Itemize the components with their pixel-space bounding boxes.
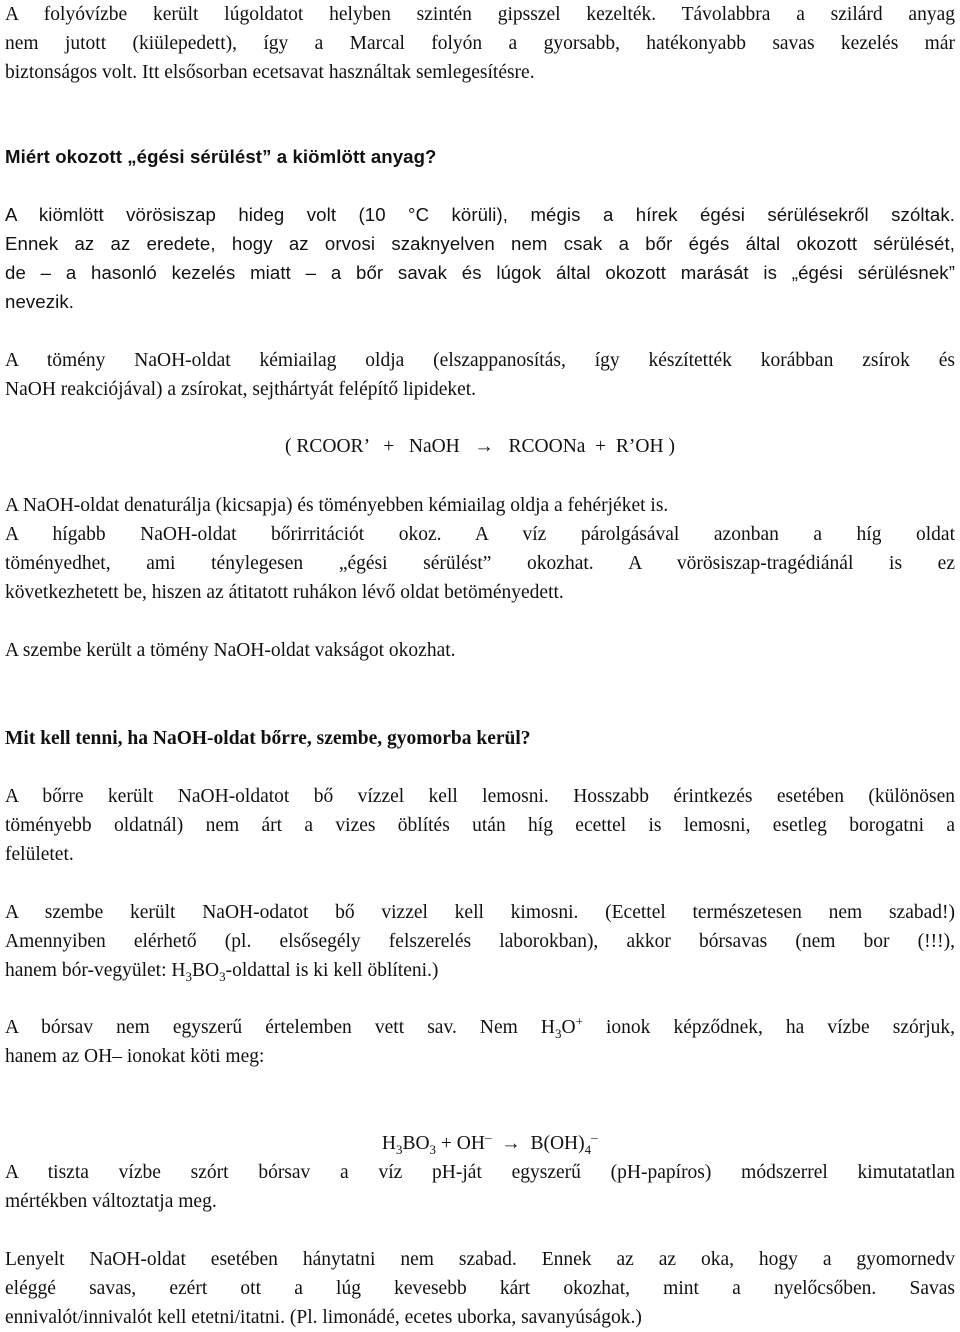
text-line: ennivalót/innivalót kell etetni/itatni. (Pl. limonádé, ecetes uborka, savanyúságok.) bbox=[5, 1307, 642, 1328]
paragraph-naoh-lipids bbox=[5, 346, 955, 404]
text-line: A bőrre került NaOH-oldatot bő vízzel kell lemosni. Hosszabb érintkezés esetében (különösen bbox=[5, 786, 955, 807]
text-line: mértékben változtatja meg. bbox=[5, 1191, 217, 1212]
paragraph-red-mud-explanation bbox=[5, 200, 955, 316]
equation-boric-acid: $H_3BO_3 + OH^- \to B(OH)_4^-$ bbox=[381, 1129, 598, 1157]
paragraph-naoh-proteins bbox=[5, 491, 955, 607]
text-line: A folyóvízbe került lúgoldatot helyben szintén gipsszel kezelték. Távolabbra a szilárd anyag bbox=[5, 4, 955, 25]
text-line: A bórsav nem egyszerű értelemben vett sav. Nem $H_3O^+$ ionok képződnek, ha vízbe szórjuk, bbox=[5, 1013, 956, 1041]
text-line: A tiszta vízbe szórt bórsav a víz pH-ját egyszerű (pH-papíros) módszerrel kimutatatlan bbox=[5, 1162, 955, 1183]
text-line: A szembe került NaOH-odatot bő vizzel kell kimosni. (Ecettel természetesen nem szabad!) bbox=[5, 902, 955, 923]
text-line: Amennyiben elérhető (pl. elsősegély felszerelés laborokban), akkor bórsavas (nem bor (!!!), bbox=[5, 931, 955, 952]
text-line: A hígabb NaOH-oldat bőrirritációt okoz. A víz párolgásával azonban a híg oldat bbox=[5, 524, 955, 545]
text-line: de – a hasonló kezelés miatt – a bőr savak és lúgok által okozott marását is „égési sérülésnek” bbox=[5, 262, 955, 283]
paragraph-eye-blindness: A szembe került a tömény NaOH-oldat vakságot okozhat. bbox=[5, 640, 456, 661]
text-line: A kiömlött vörösiszap hideg volt (10 °C körüli), mégis a hírek égési sérülésekről szóltak. bbox=[5, 204, 955, 225]
paragraph-eye-first-aid bbox=[5, 898, 955, 985]
paragraph-lye-treatment bbox=[5, 0, 955, 87]
text-line: töményebb oldatnál) nem árt a vizes öblítés után híg ecettel is lemosni, esetleg borogatni a bbox=[5, 815, 955, 836]
text-line: töményedhet, ami ténylegesen „égési sérülést” okozhat. A vörösiszap-tragédiánál is ez bbox=[5, 553, 955, 574]
heading-burn-injury-question: Miért okozott „égési sérülést” a kiömlött anyag? bbox=[5, 146, 437, 167]
equation-saponification: ( RCOOR’ + NaOH → RCOONa + R’OH ) bbox=[285, 436, 675, 457]
text-line: biztonságos volt. Itt elsősorban ecetsavat használtak semlegesítésre. bbox=[5, 62, 535, 83]
text-line: hanem bór-vegyület: $H_3BO_3$-oldattal is ki kell öblíteni.) bbox=[5, 960, 439, 984]
text-line: felületet. bbox=[5, 844, 74, 865]
paragraph-boric-ph bbox=[5, 1158, 955, 1216]
text-line: nem jutott (kiülepedett), így a Marcal folyón a gyorsabb, hatékonyabb savas kezelés már bbox=[5, 33, 955, 54]
text-line: nevezik. bbox=[5, 291, 75, 312]
text-line: Lenyelt NaOH-oldat esetében hánytatni nem szabad. Ennek az az oka, hogy a gyomornedv bbox=[5, 1249, 955, 1270]
text-line: eléggé savas, ezért ott a lúg kevesebb kárt okozhat, mint a nyelőcsőben. Savas bbox=[5, 1278, 955, 1299]
text-line: hanem az OH– ionokat köti meg: bbox=[5, 1046, 265, 1067]
text-line: A tömény NaOH-oldat kémiailag oldja (elszappanosítás, így készítették korábban zsírok és bbox=[5, 350, 955, 371]
text-line: A NaOH-oldat denaturálja (kicsapja) és töményebben kémiailag oldja a fehérjéket is. bbox=[5, 495, 669, 516]
heading-first-aid-question: Mit kell tenni, ha NaOH-oldat bőrre, szembe, gyomorba kerül? bbox=[5, 728, 531, 749]
paragraph-swallowed-naoh bbox=[5, 1245, 955, 1332]
text-line: következhetett be, hiszen az átitatott ruhákon lévő oldat betöményedett. bbox=[5, 582, 564, 603]
paragraph-boric-acid bbox=[5, 1013, 955, 1071]
paragraph-skin-first-aid bbox=[5, 782, 955, 869]
text-line: Ennek az az eredete, hogy az orvosi szaknyelven nem csak a bőr égés által okozott sérülését, bbox=[5, 233, 955, 254]
text-line: NaOH reakciójával) a zsírokat, sejthártyát felépítő lipideket. bbox=[5, 379, 477, 400]
